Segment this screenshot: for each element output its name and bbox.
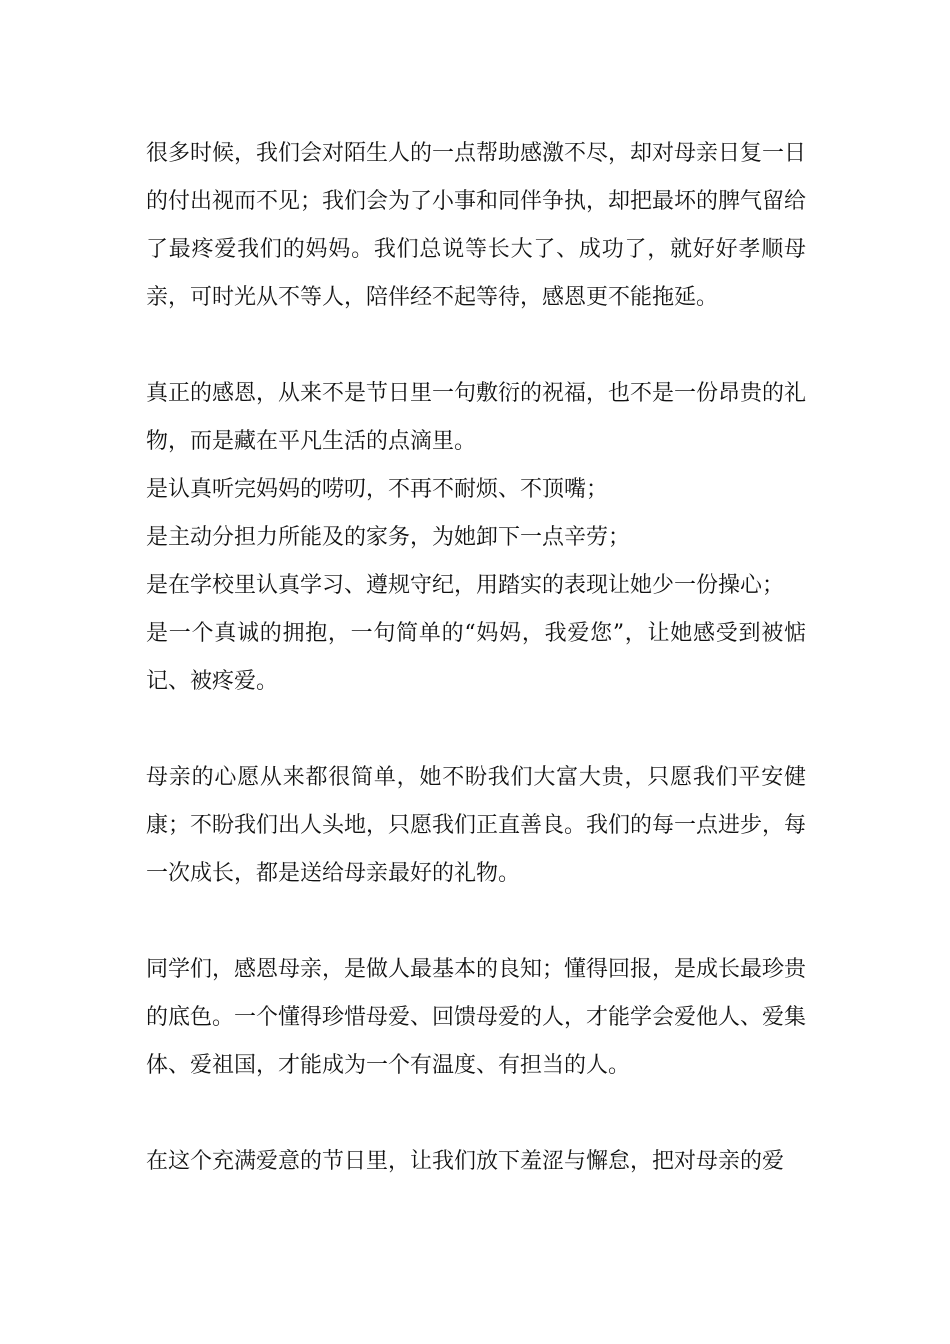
paragraph-spacer xyxy=(146,1090,806,1138)
paragraph-spacer xyxy=(146,322,806,370)
paragraph-festival: 在这个充满爱意的节日里，让我们放下羞涩与懈怠，把对母亲的爱 xyxy=(146,1149,785,1174)
document-body xyxy=(146,130,806,1186)
list-item-housework: 是主动分担力所能及的家务，为她卸下一点辛劳； xyxy=(146,525,631,550)
paragraph-spacer xyxy=(146,898,806,946)
list-item-hug: 是一个真诚的拥抱，一句简单的“妈妈，我爱您”，让她感受到被惦记、被疼爱。 xyxy=(146,621,806,694)
list-item-listen: 是认真听完妈妈的唠叨，不再不耐烦、不顶嘴； xyxy=(146,477,609,502)
paragraph-gratitude-neglect: 很多时候，我们会对陌生人的一点帮助感激不尽，却对母亲日复一日的付出视而不见；我们会为了小事和同伴争执，却把最坏的脾气留给了最疼爱我们的妈妈。我们总说等长大了、成功了，就好好孝顺母亲，可时光从不等人，陪伴经不起等待，感恩更不能拖延。 xyxy=(146,141,807,310)
paragraph-spacer xyxy=(146,706,806,754)
paragraph-mother-wish: 母亲的心愿从来都很简单，她不盼我们大富大贵，只愿我们平安健康；不盼我们出人头地，只愿我们正直善良。我们的每一点进步，每一次成长，都是送给母亲最好的礼物。 xyxy=(146,765,807,886)
paragraph-classmates: 同学们，感恩母亲，是做人最基本的良知；懂得回报，是成长最珍贵的底色。一个懂得珍惜母爱、回馈母爱的人，才能学会爱他人、爱集体、爱祖国，才能成为一个有温度、有担当的人。 xyxy=(146,957,807,1078)
list-item-study: 是在学校里认真学习、遵规守纪，用踏实的表现让她少一份操心； xyxy=(146,573,785,598)
paragraph-true-gratitude: 真正的感恩，从来不是节日里一句敷衍的祝福，也不是一份昂贵的礼物，而是藏在平凡生活的点滴里。 xyxy=(146,381,807,454)
